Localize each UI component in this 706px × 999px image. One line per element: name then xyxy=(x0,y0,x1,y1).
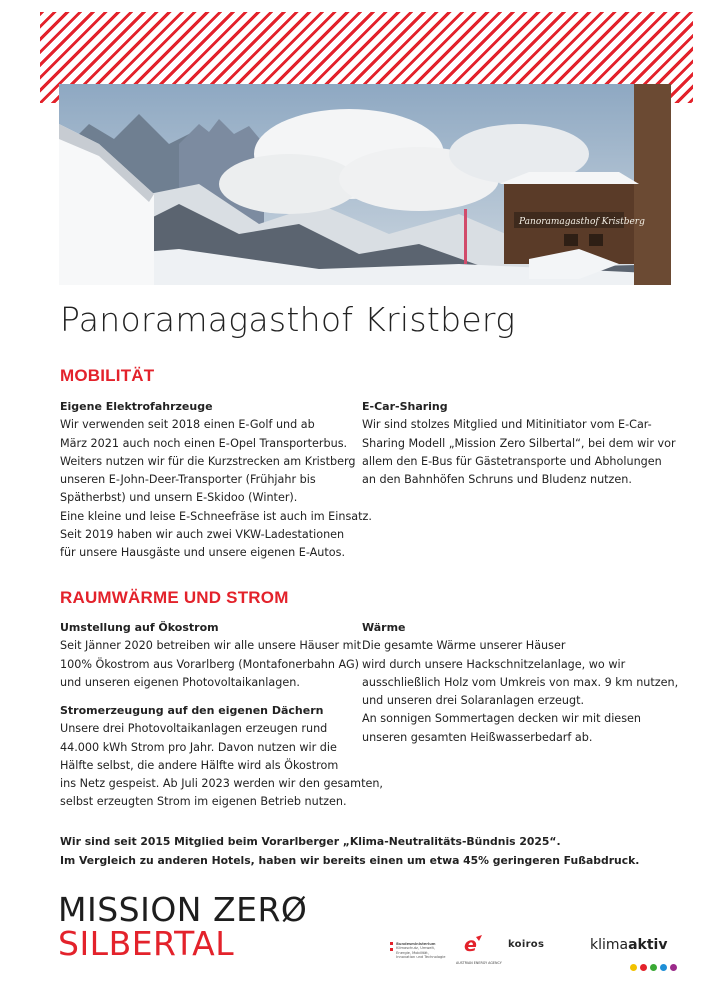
text-line: Weiters nutzen wir für die Kurzstrecken am Kristberg xyxy=(60,454,356,468)
hero-photo xyxy=(59,84,671,285)
blue-dot-icon xyxy=(660,964,667,971)
purple-dot-icon xyxy=(670,964,677,971)
green-dot-icon xyxy=(650,964,657,971)
koiros-logo: koiros xyxy=(508,939,545,950)
brand-line-1: MISSION ZERØ xyxy=(58,890,308,929)
energy-agency-logo xyxy=(456,934,502,965)
red-dot-icon xyxy=(640,964,647,971)
subheading: Umstellung auf Ökostrom xyxy=(60,621,219,634)
klimaaktiv-logo xyxy=(590,934,680,975)
mobility-left-column xyxy=(60,398,372,563)
page-title: Panoramagasthof Kristberg xyxy=(60,300,516,339)
footer-note-line: Wir sind seit 2015 Mitglied beim Vorarlberger „Klima-Neutralitäts-Bündnis 2025“. xyxy=(60,835,561,848)
austria-flag-icon xyxy=(390,942,393,951)
text-line: Sharing Modell „Mission Zero Silbertal“, bei dem wir vor xyxy=(362,436,676,450)
text-line: an den Bahnhöfen Schruns und Bludenz nutzen. xyxy=(362,473,632,487)
text-line: 100% Ökostrom aus Vorarlberg (Montafonerbahn AG) xyxy=(60,657,360,671)
building-sign: Panoramagasthof Kristberg xyxy=(519,217,645,227)
text-line: Seit Jänner 2020 betreiben wir alle unsere Häuser mit xyxy=(60,639,362,653)
energy-agency-text: AUSTRIAN ENERGY AGENCY xyxy=(456,961,502,965)
text-line: unseren E-John-Deer-Transporter (Frühjahr bis xyxy=(60,473,316,487)
text-line: Wir verwenden seit 2018 einen E-Golf und ab xyxy=(60,418,315,432)
text-line: Spätherbst) und unsern E-Skidoo (Winter). xyxy=(60,491,298,505)
klima-text: klima xyxy=(590,937,629,953)
mission-zero-logo xyxy=(58,890,308,963)
klimaaktiv-dots xyxy=(630,956,680,975)
text-line: allem den E-Bus für Gästetransporte und Abholungen xyxy=(362,454,662,468)
mobility-right-column xyxy=(362,398,676,489)
ministry-text: Energie, Mobilität, xyxy=(396,950,429,955)
text-line: und unseren eigenen Photovoltaikanlagen. xyxy=(60,675,300,689)
ministry-logo xyxy=(390,942,446,960)
ministry-text: Innovation und Technologie xyxy=(396,955,446,960)
text-line: 44.000 kWh Strom pro Jahr. Davon nutzen wir die xyxy=(60,740,337,754)
footer-note-line: Im Vergleich zu anderen Hotels, haben wir bereits einen um etwa 45% geringeren Fußabdruck. xyxy=(60,854,640,867)
subheading: Stromerzeugung auf den eigenen Dächern xyxy=(60,704,324,717)
text-line: ausschließlich Holz vom Umkreis von max. 9 km nutzen, xyxy=(362,675,679,689)
section-heading-mobility: MOBILITÄT xyxy=(60,366,155,385)
footer-note xyxy=(60,832,639,870)
text-line: Die gesamte Wärme unserer Häuser xyxy=(362,639,566,653)
section-heading-heat: RAUMWÄRME UND STROM xyxy=(60,588,289,607)
text-line: ins Netz gespeist. Ab Juli 2023 werden wir den gesamten, xyxy=(60,777,383,791)
text-line: Eine kleine und leise E-Schneefräse ist auch im Einsatz. xyxy=(60,509,372,523)
energy-agency-e-icon xyxy=(456,934,488,960)
text-line: und unseren drei Solaranlagen erzeugt. xyxy=(362,694,585,708)
mountain-panorama-image xyxy=(59,84,671,285)
text-line: Unsere drei Photovoltaikanlagen erzeugen rund xyxy=(60,722,328,736)
heat-right-column xyxy=(362,619,678,747)
subheading: Eigene Elektrofahrzeuge xyxy=(60,400,213,413)
text-line: unseren gesamten Heißwasserbedarf ab. xyxy=(362,730,593,744)
text-line: wird durch unsere Hackschnitzelanlage, wo wir xyxy=(362,657,626,671)
text-line: Wir sind stolzes Mitglied und Mitinitiator vom E-Car- xyxy=(362,418,652,432)
text-line: März 2021 auch noch einen E-Opel Transporterbus. xyxy=(60,436,348,450)
ministry-text: Bundesministerium xyxy=(396,942,436,946)
text-line: Hälfte selbst, die andere Hälfte wird als Ökostrom xyxy=(60,758,339,772)
aktiv-text: aktiv xyxy=(628,937,668,953)
ministry-text: Klimaschutz, Umwelt, xyxy=(396,946,436,951)
subheading: E-Car-Sharing xyxy=(362,400,448,413)
text-line: selbst erzeugten Strom im eigenen Betrieb nutzen. xyxy=(60,795,347,809)
text-line: für unsere Hausgäste und unsere eigenen E-Autos. xyxy=(60,546,346,560)
text-line: Seit 2019 haben wir auch zwei VKW-Ladestationen xyxy=(60,528,345,542)
svg-text:e: e xyxy=(464,934,477,956)
yellow-dot-icon xyxy=(630,964,637,971)
text-line: An sonnigen Sommertagen decken wir mit diesen xyxy=(362,712,641,726)
heat-left-column-b xyxy=(60,702,383,812)
subheading: Wärme xyxy=(362,621,406,634)
brand-line-2: SILBERTAL xyxy=(58,924,235,963)
heat-left-column-a xyxy=(60,619,361,692)
